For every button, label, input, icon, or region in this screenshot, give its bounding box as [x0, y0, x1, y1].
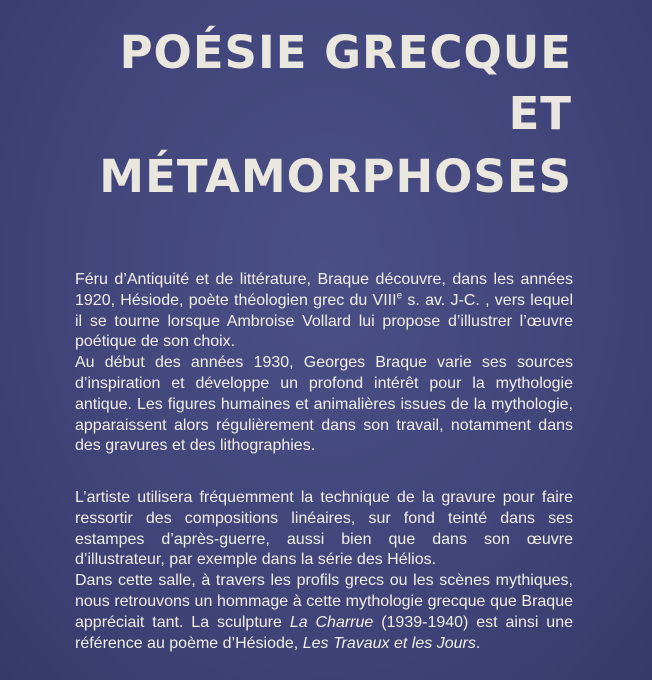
text-block-2 [75, 488, 573, 654]
paragraph-text: Dans cette salle, à travers les profils grecs ou les scènes mythiques, nous retrouvons un hommage à cette mythologie grecque que Braque appréciait tant. La sculpture [75, 572, 573, 631]
paragraph-braque-hesiode [75, 270, 573, 353]
paragraph-engraving: L’artiste utilisera fréquemment la technique de la gravure pour faire ressortir des compositions linéaires, sur fond teinté dans ses estampes d’après-guerre, aussi bien que dans son œuvre d’illustrateur, par exemple dans la série des Hélios. [75, 489, 573, 569]
title-line-2: ET [508, 87, 572, 140]
artwork-title: La Charrue [289, 613, 374, 631]
paragraph-text: s. av. J-C. , vers lequel il se tourne lorsque Ambroise Vollard lui propose d’illustrer l’œuvre poétique de son choix. [75, 291, 573, 351]
superscript: e [396, 290, 403, 302]
text-block-1 [75, 270, 573, 457]
title-line-3: MÉTAMORPHOSES [99, 150, 572, 203]
paragraph-text: . [475, 634, 481, 652]
paragraph-text: (1939-1940) est ainsi une référence au poème d’Hésiode, [75, 613, 574, 652]
title-line-1: POÉSIE GRECQUE [119, 26, 572, 79]
paragraph-homage [75, 571, 573, 654]
paragraph-mythology: Au début des années 1930, Georges Braque varie ses sources d’inspiration et développe un profond intérêt pour la mythologie antique. Les figures humaines et animalières issues de la mythologie, apparaissent alors régulièrement dans son travail, notamment dans des gravures et des lithographies. [75, 354, 573, 455]
poem-title: Les Travaux et les Jours [302, 634, 476, 652]
paragraph-text: Féru d’Antiquité et de littérature, Braque découvre, dans les années 1920, Hésiode, poète théologien grec du VIII [75, 271, 573, 309]
